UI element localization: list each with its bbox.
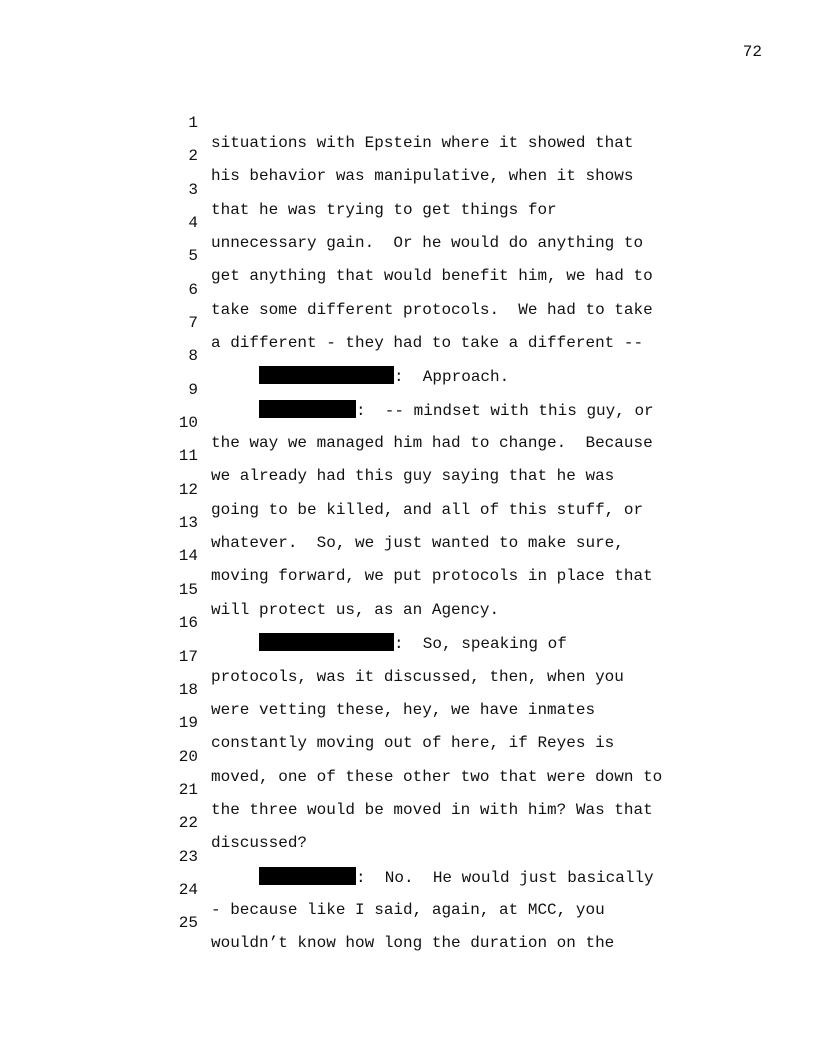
line-text: moving forward, we put protocols in place that xyxy=(211,567,653,586)
line-number: 3 xyxy=(188,180,198,199)
line-number: 24 xyxy=(178,880,198,899)
line-text: discussed? xyxy=(211,834,308,853)
line-text: situations with Epstein where it showed that xyxy=(211,134,634,152)
line-number: 19 xyxy=(178,714,198,733)
transcript-line xyxy=(172,93,712,152)
line-text: moved, one of these other two that were down to xyxy=(211,767,663,786)
page-number: 72 xyxy=(742,43,762,61)
transcript-line xyxy=(172,860,712,919)
line-number: 20 xyxy=(178,747,198,766)
line-text: : So, speaking of xyxy=(394,635,567,654)
transcript-line xyxy=(172,493,712,553)
line-text: we already had this guy saying that he was xyxy=(211,467,615,486)
transcript-line xyxy=(172,293,712,353)
transcript-line xyxy=(172,760,712,819)
transcript-line xyxy=(172,160,712,219)
line-text: were vetting these, hey, we have inmates xyxy=(211,700,596,719)
line-text: take some different protocols. We had to take xyxy=(211,300,653,319)
line-number: 7 xyxy=(188,314,198,333)
line-number: 12 xyxy=(178,480,198,499)
line-text: wouldn’t know how long the duration on the xyxy=(211,934,615,953)
line-number: 10 xyxy=(178,414,198,433)
line-number: 1 xyxy=(188,114,198,132)
transcript-line xyxy=(172,226,712,286)
transcript-line xyxy=(172,693,712,753)
line-number: 23 xyxy=(178,847,198,866)
line-number: 5 xyxy=(188,247,198,266)
transcript-line xyxy=(172,660,712,719)
line-number: 14 xyxy=(178,547,198,566)
line-number: 9 xyxy=(188,380,198,399)
line-text: his behavior was manipulative, when it shows xyxy=(211,167,634,186)
line-number: 22 xyxy=(178,814,198,833)
transcript-line xyxy=(172,727,712,786)
line-text: : -- mindset with this guy, or xyxy=(356,401,654,420)
line-text: : Approach. xyxy=(394,368,510,387)
transcript-line xyxy=(172,460,712,519)
line-text: : No. He would just basically xyxy=(356,868,654,887)
line-text: - because like I said, again, at MCC, you xyxy=(211,900,605,919)
line-number: 17 xyxy=(178,647,198,666)
transcript-line xyxy=(172,393,712,453)
transcript-body xyxy=(172,93,712,953)
line-text: whatever. So, we just wanted to make sure, xyxy=(211,534,624,553)
line-text: a different - they had to take a different -- xyxy=(211,334,644,353)
transcript-line xyxy=(172,560,712,619)
line-text: constantly moving out of here, if Reyes is xyxy=(211,734,615,753)
line-text: will protect us, as an Agency. xyxy=(211,600,500,619)
transcript-line xyxy=(172,126,712,186)
transcript-line xyxy=(172,326,712,387)
transcript-line xyxy=(172,526,712,586)
line-number: 11 xyxy=(178,447,198,466)
line-number: 16 xyxy=(178,614,198,633)
line-number: 8 xyxy=(188,347,198,366)
transcript-line xyxy=(172,260,712,319)
line-text: the way we managed him had to change. Because xyxy=(211,434,653,453)
transcript-line xyxy=(172,793,712,853)
line-number: 4 xyxy=(188,214,198,233)
line-text: that he was trying to get things for xyxy=(211,200,557,219)
line-number: 25 xyxy=(178,914,198,933)
transcript-line xyxy=(172,193,712,253)
transcript-line xyxy=(172,426,712,486)
line-number: 2 xyxy=(188,147,198,166)
line-text: get anything that would benefit him, we had to xyxy=(211,267,653,286)
line-number: 13 xyxy=(178,514,198,533)
transcript-line xyxy=(172,893,712,953)
line-number: 15 xyxy=(178,580,198,599)
transcript-line xyxy=(172,827,712,887)
line-text: going to be killed, and all of this stuff, or xyxy=(211,500,644,519)
line-number: 21 xyxy=(178,780,198,799)
line-text: unnecessary gain. Or he would do anything to xyxy=(211,234,644,253)
line-number: 6 xyxy=(188,280,198,299)
line-number: 18 xyxy=(178,680,198,699)
transcript-line xyxy=(172,593,712,654)
transcript-line xyxy=(172,360,712,420)
line-text: protocols, was it discussed, then, when you xyxy=(211,667,624,686)
line-text: the three would be moved in with him? Was that xyxy=(211,800,653,819)
transcript-line xyxy=(172,627,712,686)
